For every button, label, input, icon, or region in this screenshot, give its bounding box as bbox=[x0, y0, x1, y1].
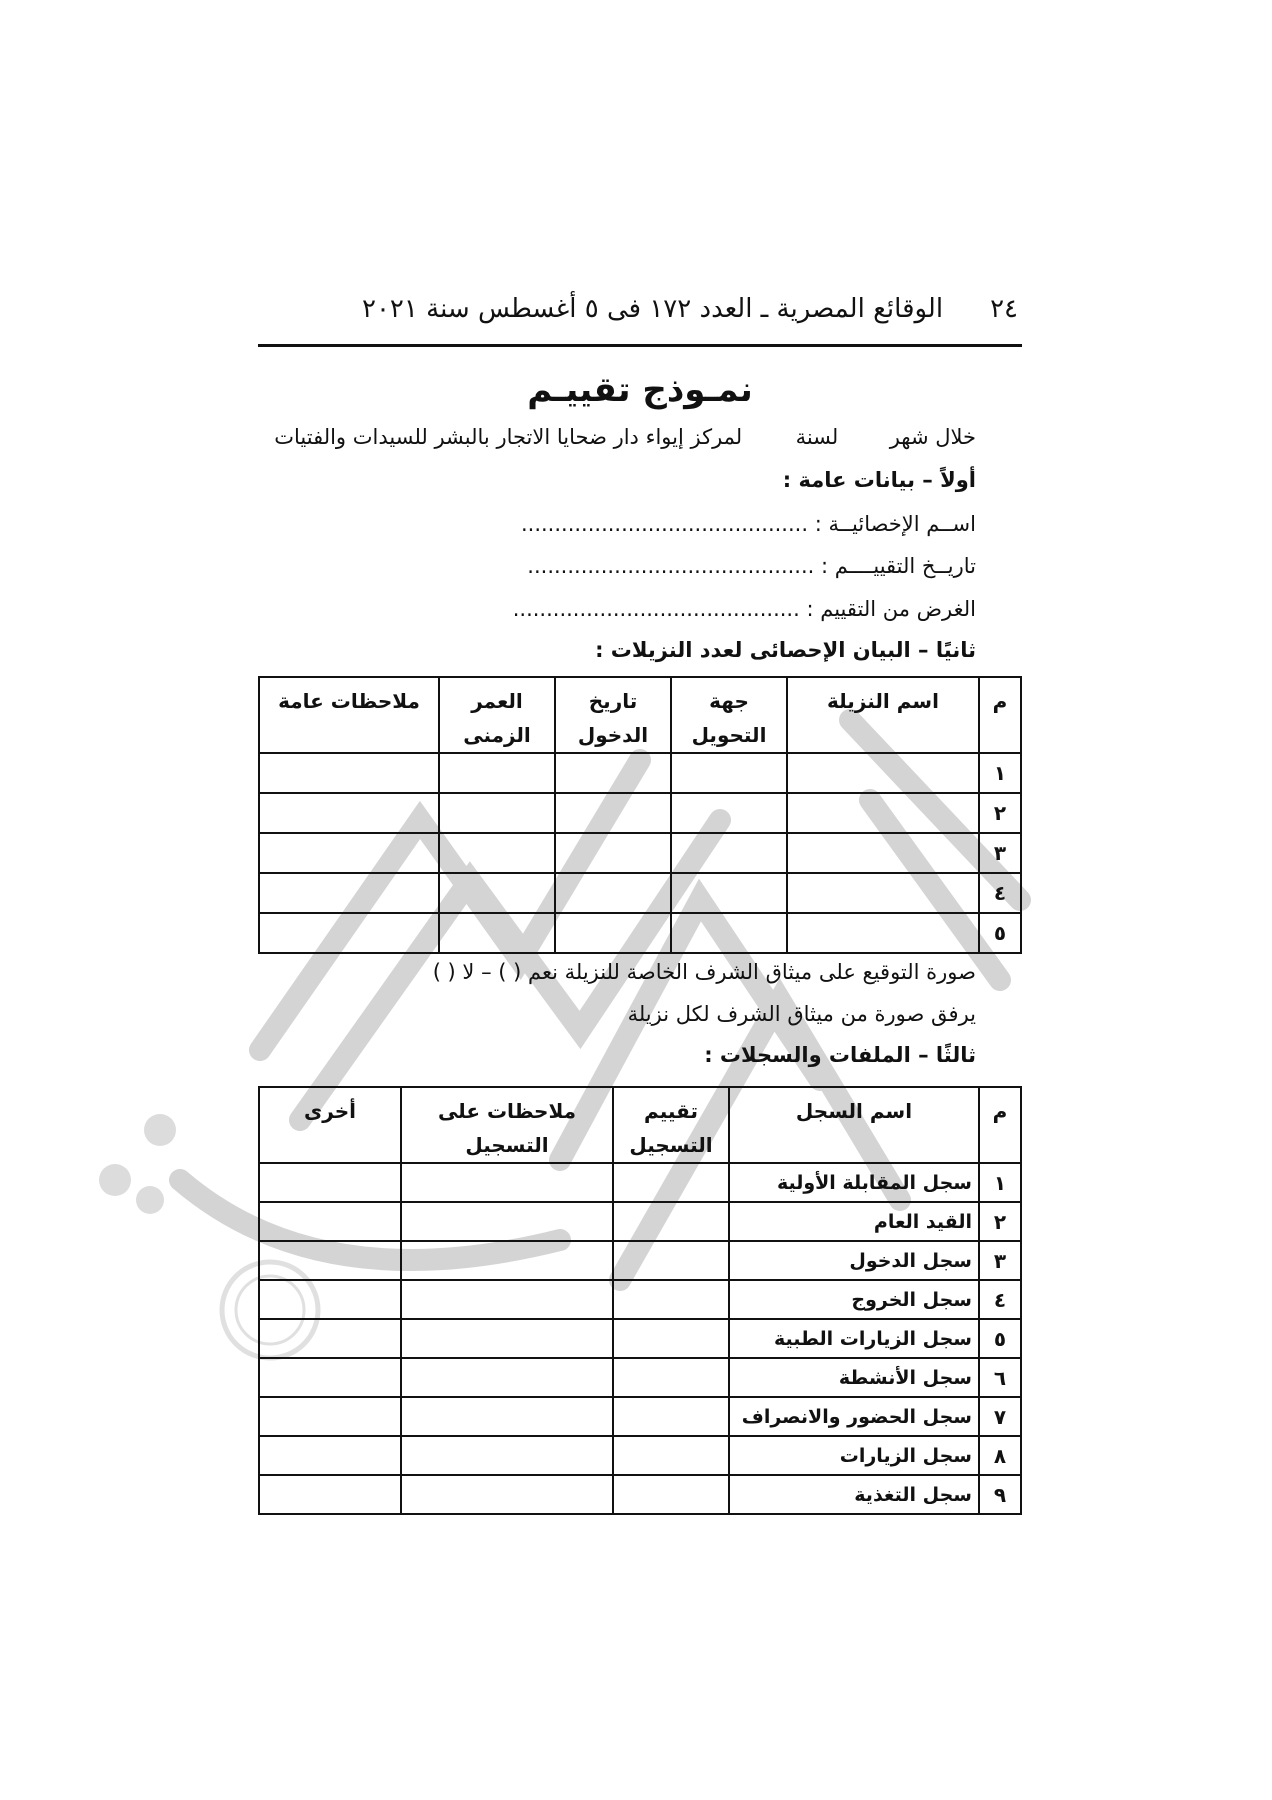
cell bbox=[613, 1436, 729, 1475]
cell bbox=[259, 1280, 401, 1319]
row-number: ٥ bbox=[979, 913, 1021, 953]
cell bbox=[259, 1475, 401, 1514]
field-dots: ........................................... bbox=[512, 597, 800, 621]
table-row bbox=[259, 1436, 1021, 1475]
cell bbox=[555, 753, 671, 793]
cell bbox=[259, 1241, 401, 1280]
column-header: م bbox=[979, 1087, 1021, 1163]
section1-title: أولاً – بيانات عامة : bbox=[782, 468, 976, 492]
record-name: سجل الزيارات الطبية bbox=[729, 1319, 979, 1358]
cell bbox=[439, 913, 555, 953]
row-number: ٩ bbox=[979, 1475, 1021, 1514]
cell bbox=[401, 1436, 613, 1475]
page-header bbox=[258, 290, 1022, 334]
cell bbox=[787, 753, 979, 793]
cell bbox=[259, 833, 439, 873]
column-header: أخرى bbox=[259, 1087, 401, 1163]
row-number: ٣ bbox=[979, 833, 1021, 873]
intro-month: خلال شهر bbox=[889, 425, 976, 449]
cell bbox=[439, 833, 555, 873]
table-row bbox=[259, 1358, 1021, 1397]
field-evaluation-purpose bbox=[513, 597, 976, 621]
cell bbox=[787, 793, 979, 833]
cell bbox=[259, 1163, 401, 1202]
cell bbox=[259, 1358, 401, 1397]
row-number: ٢ bbox=[979, 1202, 1021, 1241]
record-name: سجل المقابلة الأولية bbox=[729, 1163, 979, 1202]
header-divider bbox=[258, 344, 1022, 347]
record-name: سجل الحضور والانصراف bbox=[729, 1397, 979, 1436]
cell bbox=[401, 1280, 613, 1319]
table-row bbox=[259, 873, 1021, 913]
column-header: تقييم التسجيل bbox=[613, 1087, 729, 1163]
field-evaluation-date bbox=[527, 554, 976, 578]
row-number: ٤ bbox=[979, 1280, 1021, 1319]
column-header: جهة التحويل bbox=[671, 677, 787, 753]
cell bbox=[401, 1397, 613, 1436]
intro-line bbox=[274, 425, 976, 449]
cell bbox=[671, 753, 787, 793]
record-name: سجل التغذية bbox=[729, 1475, 979, 1514]
row-number: ٦ bbox=[979, 1358, 1021, 1397]
cell bbox=[613, 1280, 729, 1319]
cell bbox=[401, 1241, 613, 1280]
cell bbox=[401, 1163, 613, 1202]
record-name: القيد العام bbox=[729, 1202, 979, 1241]
column-header: تاريخ الدخول bbox=[555, 677, 671, 753]
column-header: ملاحظات عامة bbox=[259, 677, 439, 753]
cell bbox=[259, 1202, 401, 1241]
cell bbox=[613, 1241, 729, 1280]
column-header: العمر الزمنى bbox=[439, 677, 555, 753]
records-table bbox=[258, 1086, 1022, 1515]
table-row bbox=[259, 1202, 1021, 1241]
table-row bbox=[259, 1241, 1021, 1280]
record-name: سجل الخروج bbox=[729, 1280, 979, 1319]
table-row bbox=[259, 1280, 1021, 1319]
cell bbox=[613, 1319, 729, 1358]
cell bbox=[259, 753, 439, 793]
column-header: اسم النزيلة bbox=[787, 677, 979, 753]
signature-line: صورة التوقيع على ميثاق الشرف الخاصة للنزيلة نعم ( ) – لا ( ) bbox=[432, 960, 976, 984]
cell bbox=[439, 873, 555, 913]
cell bbox=[671, 873, 787, 913]
table-row bbox=[259, 833, 1021, 873]
section2-title: ثانيًا – البيان الإحصائى لعدد النزيلات : bbox=[595, 638, 976, 662]
table-row bbox=[259, 1319, 1021, 1358]
attachment-note: يرفق صورة من ميثاق الشرف لكل نزيلة bbox=[627, 1002, 976, 1026]
record-name: سجل الدخول bbox=[729, 1241, 979, 1280]
row-number: ١ bbox=[979, 1163, 1021, 1202]
row-number: ٨ bbox=[979, 1436, 1021, 1475]
row-number: ٥ bbox=[979, 1319, 1021, 1358]
table-row bbox=[259, 1397, 1021, 1436]
cell bbox=[671, 833, 787, 873]
table-row bbox=[259, 1163, 1021, 1202]
cell bbox=[671, 793, 787, 833]
field-label: تاريــخ التقييــــم : bbox=[821, 554, 976, 578]
intro-year: لسنة bbox=[795, 425, 839, 449]
cell bbox=[787, 913, 979, 953]
field-dots: ........................................... bbox=[520, 512, 809, 536]
row-number: ٢ bbox=[979, 793, 1021, 833]
cell bbox=[401, 1358, 613, 1397]
table-row bbox=[259, 753, 1021, 793]
page-number: ٢٤ bbox=[990, 294, 1018, 324]
row-number: ٧ bbox=[979, 1397, 1021, 1436]
column-header: م bbox=[979, 677, 1021, 753]
column-header: ملاحظات على التسجيل bbox=[401, 1087, 613, 1163]
row-number: ١ bbox=[979, 753, 1021, 793]
record-name: سجل الأنشطة bbox=[729, 1358, 979, 1397]
field-label: اســم الإخصائيــة : bbox=[814, 512, 976, 536]
table-row bbox=[259, 1475, 1021, 1514]
column-header: اسم السجل bbox=[729, 1087, 979, 1163]
cell bbox=[259, 793, 439, 833]
cell bbox=[613, 1163, 729, 1202]
intro-center: لمركز إيواء دار ضحايا الاتجار بالبشر للسيدات والفتيات bbox=[274, 425, 743, 449]
row-number: ٤ bbox=[979, 873, 1021, 913]
cell bbox=[613, 1358, 729, 1397]
cell bbox=[671, 913, 787, 953]
table-row bbox=[259, 793, 1021, 833]
cell bbox=[401, 1475, 613, 1514]
field-specialist-name bbox=[521, 512, 976, 536]
field-label: الغرض من التقييم : bbox=[806, 597, 976, 621]
record-name: سجل الزيارات bbox=[729, 1436, 979, 1475]
cell bbox=[259, 1436, 401, 1475]
cell bbox=[787, 833, 979, 873]
cell bbox=[613, 1475, 729, 1514]
cell bbox=[439, 793, 555, 833]
cell bbox=[401, 1319, 613, 1358]
cell bbox=[613, 1202, 729, 1241]
cell bbox=[613, 1397, 729, 1436]
cell bbox=[259, 1319, 401, 1358]
cell bbox=[555, 793, 671, 833]
cell bbox=[787, 873, 979, 913]
cell bbox=[555, 833, 671, 873]
table-row bbox=[259, 913, 1021, 953]
cell bbox=[555, 913, 671, 953]
form-title: نمـوذج تقييـم bbox=[527, 370, 753, 410]
gazette-issue: الوقائع المصرية ـ العدد ١٧٢ فى ٥ أغسطس سنة ٢٠٢١ bbox=[362, 294, 944, 324]
cell bbox=[259, 913, 439, 953]
cell bbox=[439, 753, 555, 793]
cell bbox=[555, 873, 671, 913]
cell bbox=[259, 873, 439, 913]
field-dots: ........................................... bbox=[527, 554, 815, 578]
section3-title: ثالثًا – الملفات والسجلات : bbox=[704, 1043, 976, 1067]
row-number: ٣ bbox=[979, 1241, 1021, 1280]
cell bbox=[401, 1202, 613, 1241]
cell bbox=[259, 1397, 401, 1436]
residents-stats-table bbox=[258, 676, 1022, 954]
